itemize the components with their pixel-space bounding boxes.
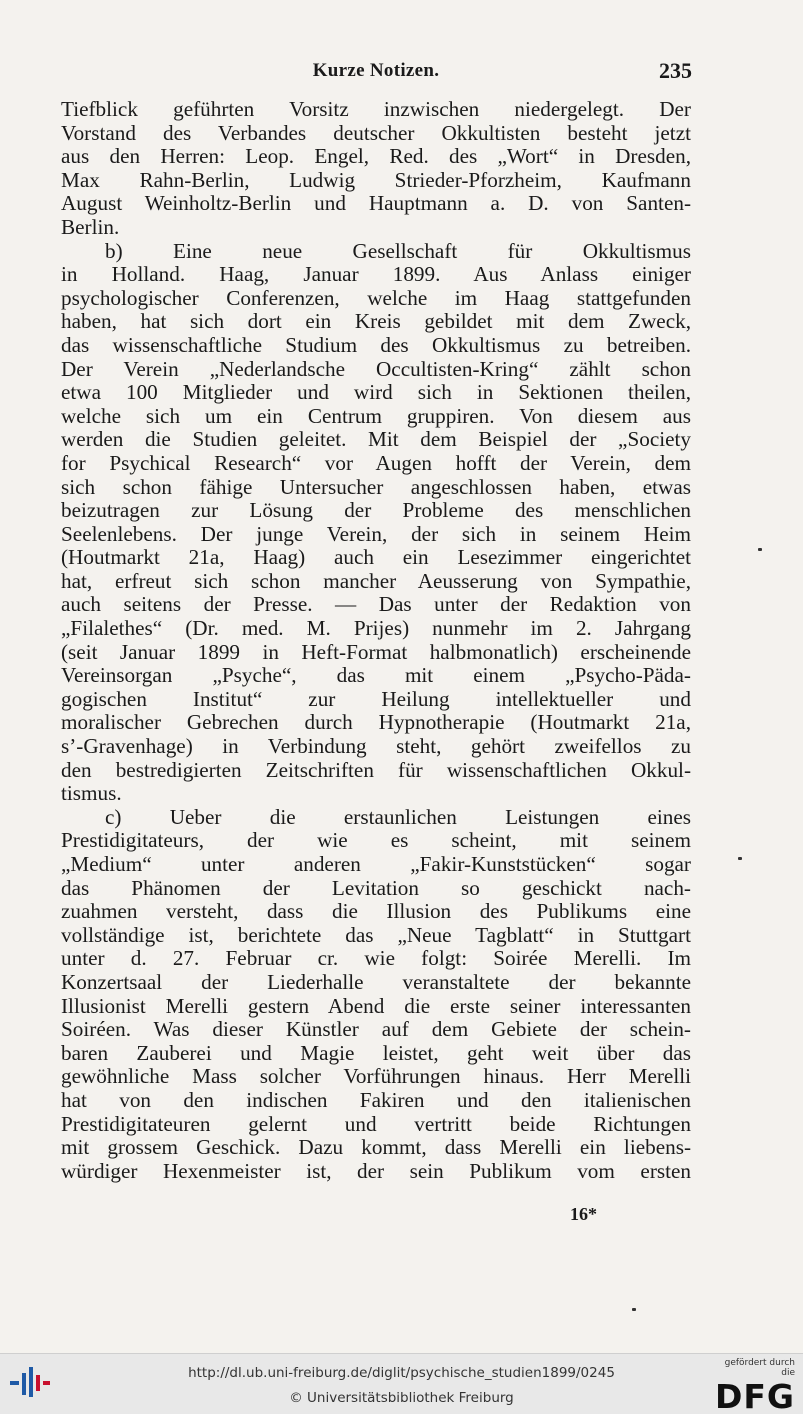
text-line: welche sich um ein Centrum gruppiren. Von diesem aus <box>61 404 691 428</box>
text-line: (Houtmarkt 21a, Haag) auch ein Lesezimmer eingerichtet <box>61 546 691 570</box>
text-line: gogischen Institut“ zur Heilung intellektueller und <box>61 687 691 711</box>
text-line: August Weinholtz-Berlin und Hauptmann a. D. von Santen- <box>61 192 691 216</box>
text-line: Max Rahn-Berlin, Ludwig Strieder-Pforzheim, Kaufmann <box>61 168 691 192</box>
text-line: moralischer Gebrechen durch Hypnotherapie (Houtmarkt 21a, <box>61 711 691 735</box>
text-line: (seit Januar 1899 in Heft-Format halbmonatlich) erscheinende <box>61 640 691 664</box>
copyright-notice: © Universitätsbibliothek Freiburg <box>289 1390 514 1406</box>
text-line: in Holland. Haag, Januar 1899. Aus Anlass einiger <box>61 263 691 287</box>
text-line: Berlin. <box>61 215 120 239</box>
margin-speck <box>758 548 762 551</box>
text-line: haben, hat sich dort ein Kreis gebildet mit dem Zweck, <box>61 310 691 334</box>
text-line: baren Zauberei und Magie leistet, geht weit über das <box>61 1041 691 1065</box>
text-line: Vorstand des Verbandes deutscher Okkultisten besteht jetzt <box>61 121 691 145</box>
dfg-logo <box>709 1358 795 1416</box>
text-line: mit grossem Geschick. Dazu kommt, dass Merelli ein liebens- <box>61 1136 691 1160</box>
text-line: for Psychical Research“ vor Augen hofft der Verein, dem <box>61 451 691 475</box>
text-line: auch seitens der Presse. — Das unter der Redaktion von <box>61 593 691 617</box>
text-line: vollständige ist, berichtete das „Neue Tagblatt“ in Stuttgart <box>61 923 691 947</box>
text-line: Seelenlebens. Der junge Verein, der sich in seinem Heim <box>61 522 691 546</box>
text-line: s’-Gravenhage) in Verbindung steht, gehört zweifellos zu <box>61 735 691 759</box>
text-line: Soiréen. Was dieser Künstler auf dem Gebiete der schein- <box>61 1018 691 1042</box>
text-line: tismus. <box>61 782 122 806</box>
running-title: Kurze Notizen. <box>312 60 440 81</box>
body-text <box>61 98 691 1183</box>
text-line: „Medium“ unter anderen „Fakir-Kunststücken“ sogar <box>61 853 691 876</box>
text-line: das wissenschaftliche Studium des Okkultismus zu betreiben. <box>61 333 691 357</box>
dfg-wordmark: DFG <box>714 1377 795 1416</box>
text-line: Prestidigitateurs, der wie es scheint, mit seinem <box>61 829 691 853</box>
source-url-link[interactable]: http://dl.ub.uni-freiburg.de/diglit/psychische_studien1899/0245 <box>188 1365 615 1381</box>
text-line: sich schon fähige Untersucher angeschlossen haben, etwas <box>61 475 691 499</box>
text-line: psychologischer Conferenzen, welche im Haag stattgefunden <box>61 286 691 310</box>
text-line: Illusionist Merelli gestern Abend die erste seiner interessanten <box>61 994 691 1018</box>
page-number: 235 <box>659 58 692 83</box>
text-line: b) Eine neue Gesellschaft für Okkultismus <box>105 239 691 263</box>
viewer-footer <box>0 1353 803 1414</box>
text-line: den bestredigierten Zeitschriften für wissenschaftlichen Okkul- <box>61 758 691 782</box>
text-line: „Filalethes“ (Dr. med. M. Prijes) nunmehr im 2. Jahrgang <box>61 617 691 641</box>
text-line: zuahmen versteht, dass die Illusion des Publikums eine <box>61 900 691 924</box>
text-line: Tiefblick geführten Vorsitz inzwischen niedergelegt. Der <box>61 98 691 121</box>
text-line: unter d. 27. Februar cr. wie folgt: Soirée Merelli. Im <box>61 947 691 971</box>
text-line: werden die Studien geleitet. Mit dem Beispiel der „Society <box>61 428 691 452</box>
text-line: gewöhnliche Mass solcher Vorführungen hinaus. Herr Merelli <box>61 1065 691 1089</box>
text-line: c) Ueber die erstaunlichen Leistungen eines <box>105 805 691 829</box>
text-line: würdiger Hexenmeister ist, der sein Publikum vom ersten <box>61 1159 691 1183</box>
text-line: beizutragen zur Lösung der Probleme des menschlichen <box>61 499 691 523</box>
text-line: hat, erfreut sich schon mancher Aeusserung von Sympathie, <box>61 569 691 593</box>
page-header <box>60 58 692 88</box>
text-line: Vereinsorgan „Psyche“, das mit einem „Psycho-Päda- <box>61 664 691 688</box>
text-line: das Phänomen der Levitation so geschickt nach- <box>61 876 691 900</box>
text-line: Prestidigitateuren gelernt und vertritt beide Richtungen <box>61 1112 691 1136</box>
signature-mark: 16* <box>570 1204 597 1224</box>
text-line: Konzertsaal der Liederhalle veranstaltete der bekannte <box>61 970 691 994</box>
margin-speck <box>738 857 742 860</box>
text-line: Der Verein „Nederlandsche Occultisten-Kring“ zählt schon <box>61 357 691 381</box>
dfg-caption: gefördert durch die <box>724 1358 795 1378</box>
text-line: aus den Herren: Leop. Engel, Red. des „Wort“ in Dresden, <box>61 145 691 169</box>
margin-speck <box>632 1308 636 1311</box>
text-line: etwa 100 Mitglieder und wird sich in Sektionen theilen, <box>61 381 691 405</box>
text-line: hat von den indischen Fakiren und den italienischen <box>61 1088 691 1112</box>
